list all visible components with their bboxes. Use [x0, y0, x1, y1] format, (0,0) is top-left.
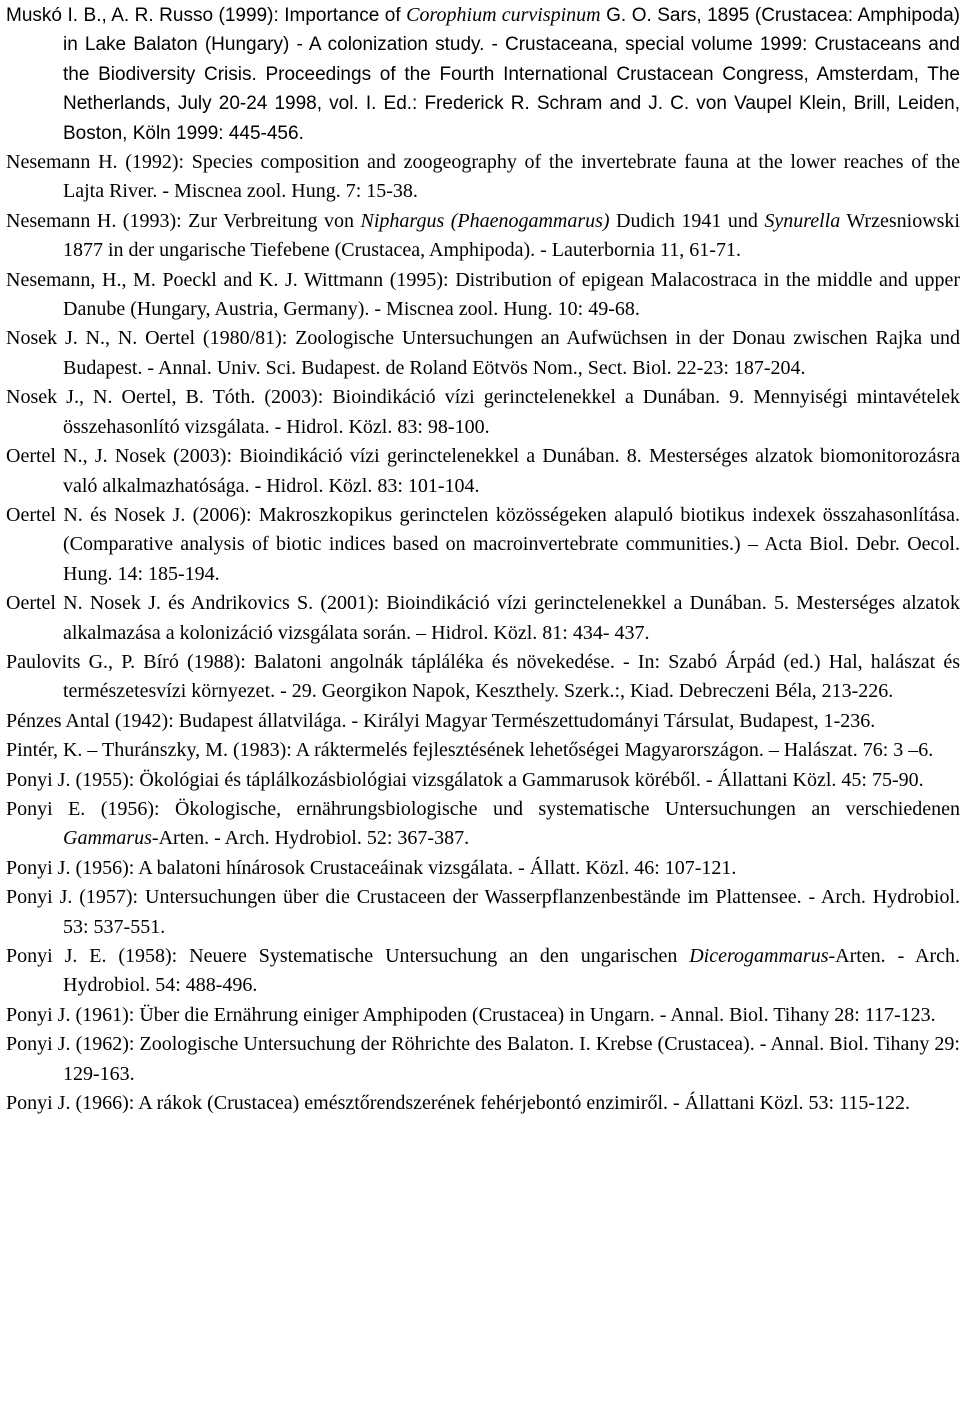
reference-text: Oertel N. Nosek J. és Andrikovics S. (2001): Bioindikáció vízi gerinctelenekkel a Dunában. 5. Mesterséges alzatok alkalmazása a kolonizáció vizsgálata során. – Hidrol. Közl. 81: 434- 437. [6, 592, 960, 644]
reference-text: Ponyi J. (1957): Untersuchungen über die Crustaceen der Wasserpflanzenbestände im Plattensee. - Arch. Hydrobiol. 53: 537-551. [6, 886, 960, 938]
reference-list [6, 1, 960, 1118]
reference-text: Oertel N., J. Nosek (2003): Bioindikáció vízi gerinctelenekkel a Dunában. 8. Mesterséges alzatok biomonitorozásra való alkalmazhatósága. - Hidrol. Közl. 83: 101-104. [6, 445, 960, 497]
reference-text: Nosek J., N. Oertel, B. Tóth. (2003): Bioindikáció vízi gerinctelenekkel a Dunában. 9. Mennyiségi mintavételek összehasonlító vizsgálata. - Hidrol. Közl. 83: 98-100. [6, 386, 960, 438]
reference-entry [6, 266, 960, 325]
reference-text: Nesemann H. (1992): Species composition and zoogeography of the invertebrate fauna at the lower reaches of the Lajta River. - Miscnea zool. Hung. 7: 15-38. [6, 151, 960, 203]
reference-entry [6, 501, 960, 589]
reference-entry [6, 442, 960, 501]
reference-entry [6, 736, 960, 765]
reference-text: Nosek J. N., N. Oertel (1980/81): Zoologische Untersuchungen an Aufwüchsen in der Donau zwischen Rajka und Budapest. - Annal. Univ. Sci. Budapest. de Roland Eötvös Nom., Sect. Biol. 22-23: 187-204. [6, 327, 960, 379]
reference-text: Pénzes Antal (1942): Budapest állatvilága. - Királyi Magyar Természettudományi Társulat, Budapest, 1-236. [6, 709, 876, 732]
reference-entry [6, 648, 960, 707]
reference-italic-text: Synurella [764, 209, 841, 232]
reference-entry [6, 1001, 960, 1030]
reference-italic-text: Corophium curvispinum [406, 4, 601, 26]
reference-text: Dudich 1941 und [609, 209, 765, 232]
reference-entry [6, 207, 960, 266]
reference-text: -Arten. - Arch. Hydrobiol. 54: 488-496. [63, 945, 960, 997]
reference-italic-text: Gammarus [63, 827, 152, 850]
reference-text: Ponyi J. (1961): Über die Ernährung einiger Amphipoden (Crustacea) in Ungarn. - Annal. Biol. Tihany 28: 117-123. [6, 1003, 936, 1026]
reference-entry [6, 942, 960, 1001]
reference-italic-text: Dicerogammarus [689, 945, 829, 967]
reference-entry [6, 383, 960, 442]
reference-text: Ponyi J. (1966): A rákok (Crustacea) emésztőrendszerének fehérjebontó enzimiről. - Állattani Közl. 53: 115-122. [6, 1092, 910, 1115]
reference-text: Nesemann, H., M. Poeckl and K. J. Wittmann (1995): Distribution of epigean Malacostraca in the middle and upper Danube (Hungary, Austria, Germany). - Miscnea zool. Hung. 10: 49-68. [6, 268, 960, 321]
reference-entry [6, 854, 960, 883]
reference-entry [6, 707, 960, 736]
reference-text: Paulovits G., P. Bíró (1988): Balatoni angolnák tápláléka és növekedése. - In: Szabó Árpád (ed.) Hal, halászat és természetesvízi környezet. - 29. Georgikon Napok, Keszthely. Szerk.:, Kiad. Debreczeni Béla, 213-226. [6, 650, 960, 703]
reference-entry [6, 1, 960, 148]
reference-text: Ponyi J. (1956): A balatoni hínárosok Crustaceáinak vizsgálata. - Állatt. Közl. 46: 107-121. [6, 856, 737, 879]
reference-entry [6, 883, 960, 942]
reference-entry [6, 766, 960, 795]
reference-text: Wrzesniowski 1877 in der ungarische Tiefebene (Crustacea, Amphipoda). - Lauterbornia 11, 61-71. [63, 209, 960, 262]
reference-text: Ponyi J. (1962): Zoologische Untersuchung der Röhrichte des Balaton. I. Krebse (Crustacea). - Annal. Biol. Tihany 29: 129-163. [6, 1033, 960, 1085]
reference-italic-text: Niphargus (Phaenogammarus) [360, 209, 610, 232]
reference-text: Pintér, K. – Thuránszky, M. (1983): A ráktermelés fejlesztésének lehetőségei Magyarországon. – Halászat. 76: 3 –6. [6, 739, 934, 762]
reference-entry [6, 1030, 960, 1089]
reference-entry [6, 589, 960, 648]
reference-text: Ponyi J. E. (1958): Neuere Systematische Untersuchung an den ungarischen [6, 945, 690, 967]
reference-text: Oertel N. és Nosek J. (2006): Makroszkopikus gerinctelen közösségeken alapuló biotikus indexek összahasonlítása. (Comparative analysis of biotic indices based on macroinvertebrate communities.) – Acta Biol. Debr. Oecol. Hung. 14: 185-194. [6, 503, 960, 585]
reference-entry [6, 795, 960, 854]
reference-text: Ponyi J. (1955): Ökológiai és táplálkozásbiológiai vizsgálatok a Gammarusok köréből. - Állattani Közl. 45: 75-90. [6, 768, 924, 791]
reference-entry [6, 1089, 960, 1118]
reference-text: Muskó I. B., A. R. Russo (1999): Importance of [6, 5, 407, 26]
reference-entry [6, 324, 960, 383]
reference-text: Nesemann H. (1993): Zur Verbreitung von [6, 209, 361, 232]
reference-text: G. O. Sars, 1895 (Crustacea: Amphipoda) in Lake Balaton (Hungary) - A colonization study. - Crustaceana, special volume 1999: Crustaceans and the Biodiversity Crisis. Proceedings of the Fourth International Crustacean Congress, Amsterdam, The Netherlands, July 20-24 1998, vol. I. Ed.: Frederick R. Schram and J. C. von Vaupel Klein, Brill, Leiden, Boston, Köln 1999: 445-456. [63, 5, 960, 144]
reference-entry [6, 148, 960, 207]
reference-text: -Arten. - Arch. Hydrobiol. 52: 367-387. [151, 827, 470, 850]
reference-text: Ponyi E. (1956): Ökologische, ernährungsbiologische und systematische Untersuchungen an verschiedenen [6, 797, 960, 820]
